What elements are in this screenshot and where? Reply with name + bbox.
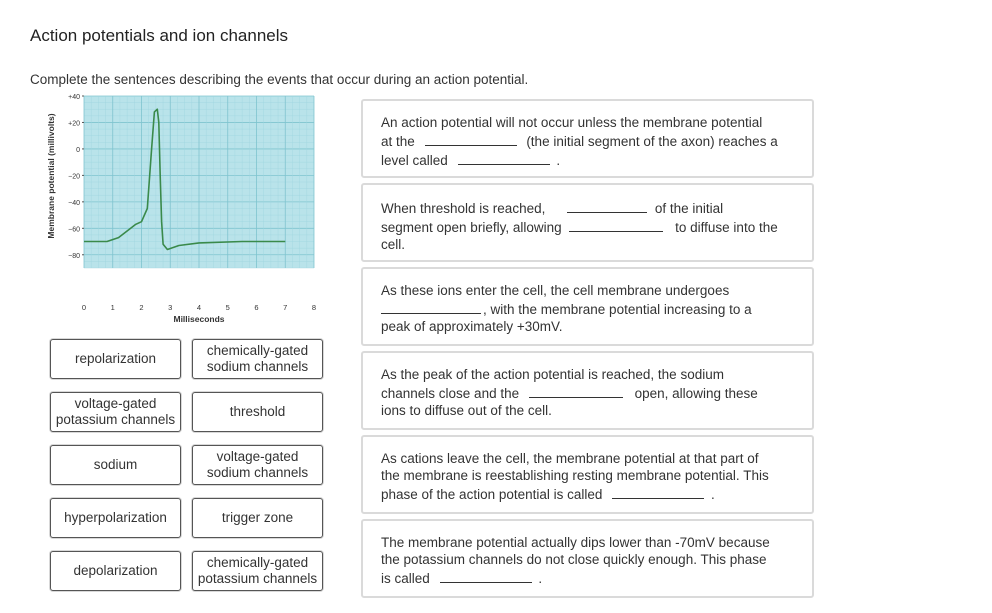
sentence-line: the potassium channels do not close quickly enough. This phase [381, 552, 767, 567]
word-tile-sodium[interactable]: sodium [50, 445, 181, 485]
x-tick-label: 4 [196, 303, 202, 312]
sentence-line: When threshold is reached, of the initial [381, 198, 794, 217]
sentence-line: As the peak of the action potential is reached, the sodium [381, 367, 724, 382]
page-title: Action potentials and ion channels [30, 26, 289, 45]
word-tile-voltage-gated-sodium-channels[interactable]: voltage-gated sodium channels [192, 445, 323, 485]
sentence-line: phase of the action potential is called . [381, 484, 794, 503]
word-tile-chemically-gated-potassium-channels[interactable]: chemically-gated potassium channels [192, 551, 323, 591]
word-tile-chemically-gated-sodium-channels[interactable]: chemically-gated sodium channels [192, 339, 323, 379]
word-tile-hyperpolarization[interactable]: hyperpolarization [50, 498, 181, 538]
answer-blank-7[interactable] [612, 484, 704, 499]
x-tick-label: 3 [168, 303, 173, 312]
x-tick-label: 0 [81, 303, 87, 312]
y-tick-label: −80 [68, 252, 80, 260]
word-tile-voltage-gated-potassium-channels[interactable]: voltage-gated potassium channels [50, 392, 181, 432]
sentence-line: peak of approximately +30mV. [381, 319, 563, 334]
y-tick-label: −20 [68, 173, 80, 181]
sentence-line: the membrane is reestablishing resting membrane potential. This [381, 468, 769, 483]
sentence-line: ions to diffuse out of the cell. [381, 403, 552, 418]
sentence-line: channels close and the open, allowing these [381, 383, 794, 402]
sentence-line: The membrane potential actually dips lower than -70mV because [381, 535, 770, 550]
x-tick-label: 6 [254, 303, 259, 312]
action-potential-chart [0, 88, 330, 328]
sentence-box-6 [361, 519, 814, 598]
answer-blank-1[interactable] [425, 131, 517, 146]
answer-blank-6[interactable] [529, 383, 623, 398]
answer-blank-5[interactable] [381, 299, 481, 314]
word-tile-trigger-zone[interactable]: trigger zone [192, 498, 323, 538]
sentence-box-1 [361, 99, 814, 178]
y-axis-label: Membrane potential (millivolts) [46, 113, 56, 239]
action-potential-svg [0, 88, 330, 328]
sentence-line: at the (the initial segment of the axon) reaches a [381, 131, 794, 150]
x-tick-label: 7 [283, 303, 288, 312]
word-tile-repolarization[interactable]: repolarization [50, 339, 181, 379]
x-tick-label: 5 [225, 303, 230, 312]
y-tick-label: 0 [76, 146, 80, 154]
x-tick-labels [82, 303, 316, 312]
answer-blank-3[interactable] [567, 198, 647, 213]
y-tick-label: −60 [68, 226, 80, 234]
answer-blank-2[interactable] [458, 150, 550, 165]
sentence-line: level called . [381, 150, 794, 169]
answer-blank-8[interactable] [440, 568, 532, 583]
y-tick-label: +20 [68, 120, 80, 128]
y-tick-labels [68, 94, 84, 260]
sentence-line: As cations leave the cell, the membrane potential at that part of [381, 451, 759, 466]
y-tick-label: +40 [68, 94, 80, 101]
sentence-box-3 [361, 267, 814, 346]
x-tick-label: 2 [139, 303, 144, 312]
instructions: Complete the sentences describing the events that occur during an action potential. [30, 72, 529, 87]
sentence-box-2 [361, 183, 814, 262]
x-axis-label: Milliseconds [173, 314, 225, 324]
x-tick-label: 8 [311, 303, 317, 312]
sentence-box-4 [361, 351, 814, 430]
sentence-line: segment open briefly, allowing to diffuse into the [381, 217, 794, 236]
word-tile-depolarization[interactable]: depolarization [50, 551, 181, 591]
x-tick-label: 1 [110, 303, 115, 312]
sentence-line: As these ions enter the cell, the cell membrane undergoes [381, 283, 730, 298]
sentence-line: cell. [381, 237, 406, 252]
word-tile-threshold[interactable]: threshold [192, 392, 323, 432]
y-tick-label: −40 [68, 199, 80, 207]
sentence-box-5 [361, 435, 814, 514]
answer-blank-4[interactable] [569, 217, 663, 232]
sentence-line: is called . [381, 568, 794, 587]
sentence-line: , with the membrane potential increasing to a [381, 299, 794, 318]
sentence-line: An action potential will not occur unless the membrane potential [381, 115, 763, 130]
